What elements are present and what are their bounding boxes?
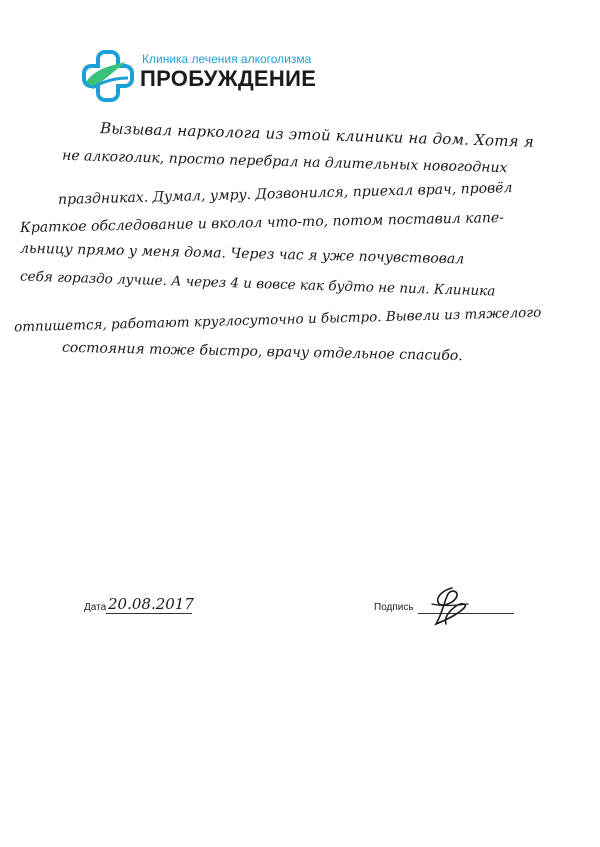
clinic-name: ПРОБУЖДЕНИЕ bbox=[140, 66, 317, 91]
clinic-type-label: Клиника лечения алкоголизма bbox=[142, 52, 312, 66]
signature-scribble bbox=[422, 584, 478, 630]
review-line: льницу прямо у меня дома. Через час я уже почувствовал bbox=[19, 240, 465, 268]
review-line: Вызывал нарколога из этой клиники на дом. Хотя я bbox=[99, 119, 535, 151]
review-line: отпишется, работают круглосуточно и быстро. Вывели из тяжелого bbox=[13, 304, 542, 336]
signature-label: Подпись bbox=[374, 602, 414, 613]
date-value: 20.08.2017 bbox=[108, 595, 194, 613]
review-line: праздниках. Думал, умру. Дозвонился, приехал врач, провёл bbox=[57, 180, 513, 208]
date-underline bbox=[106, 613, 192, 614]
review-line: состояния тоже быстро, врачу отдельное спасибо. bbox=[61, 339, 463, 365]
review-line: не алкоголик, просто перебрал на длительных новогодних bbox=[61, 147, 508, 177]
review-line: себя гораздо лучше. А через 4 и вовсе как будто не пил. Клиника bbox=[19, 268, 496, 300]
date-label: Дата bbox=[84, 602, 107, 613]
review-line: Краткое обследование и вколол что-то, потом поставил капе- bbox=[19, 209, 505, 237]
